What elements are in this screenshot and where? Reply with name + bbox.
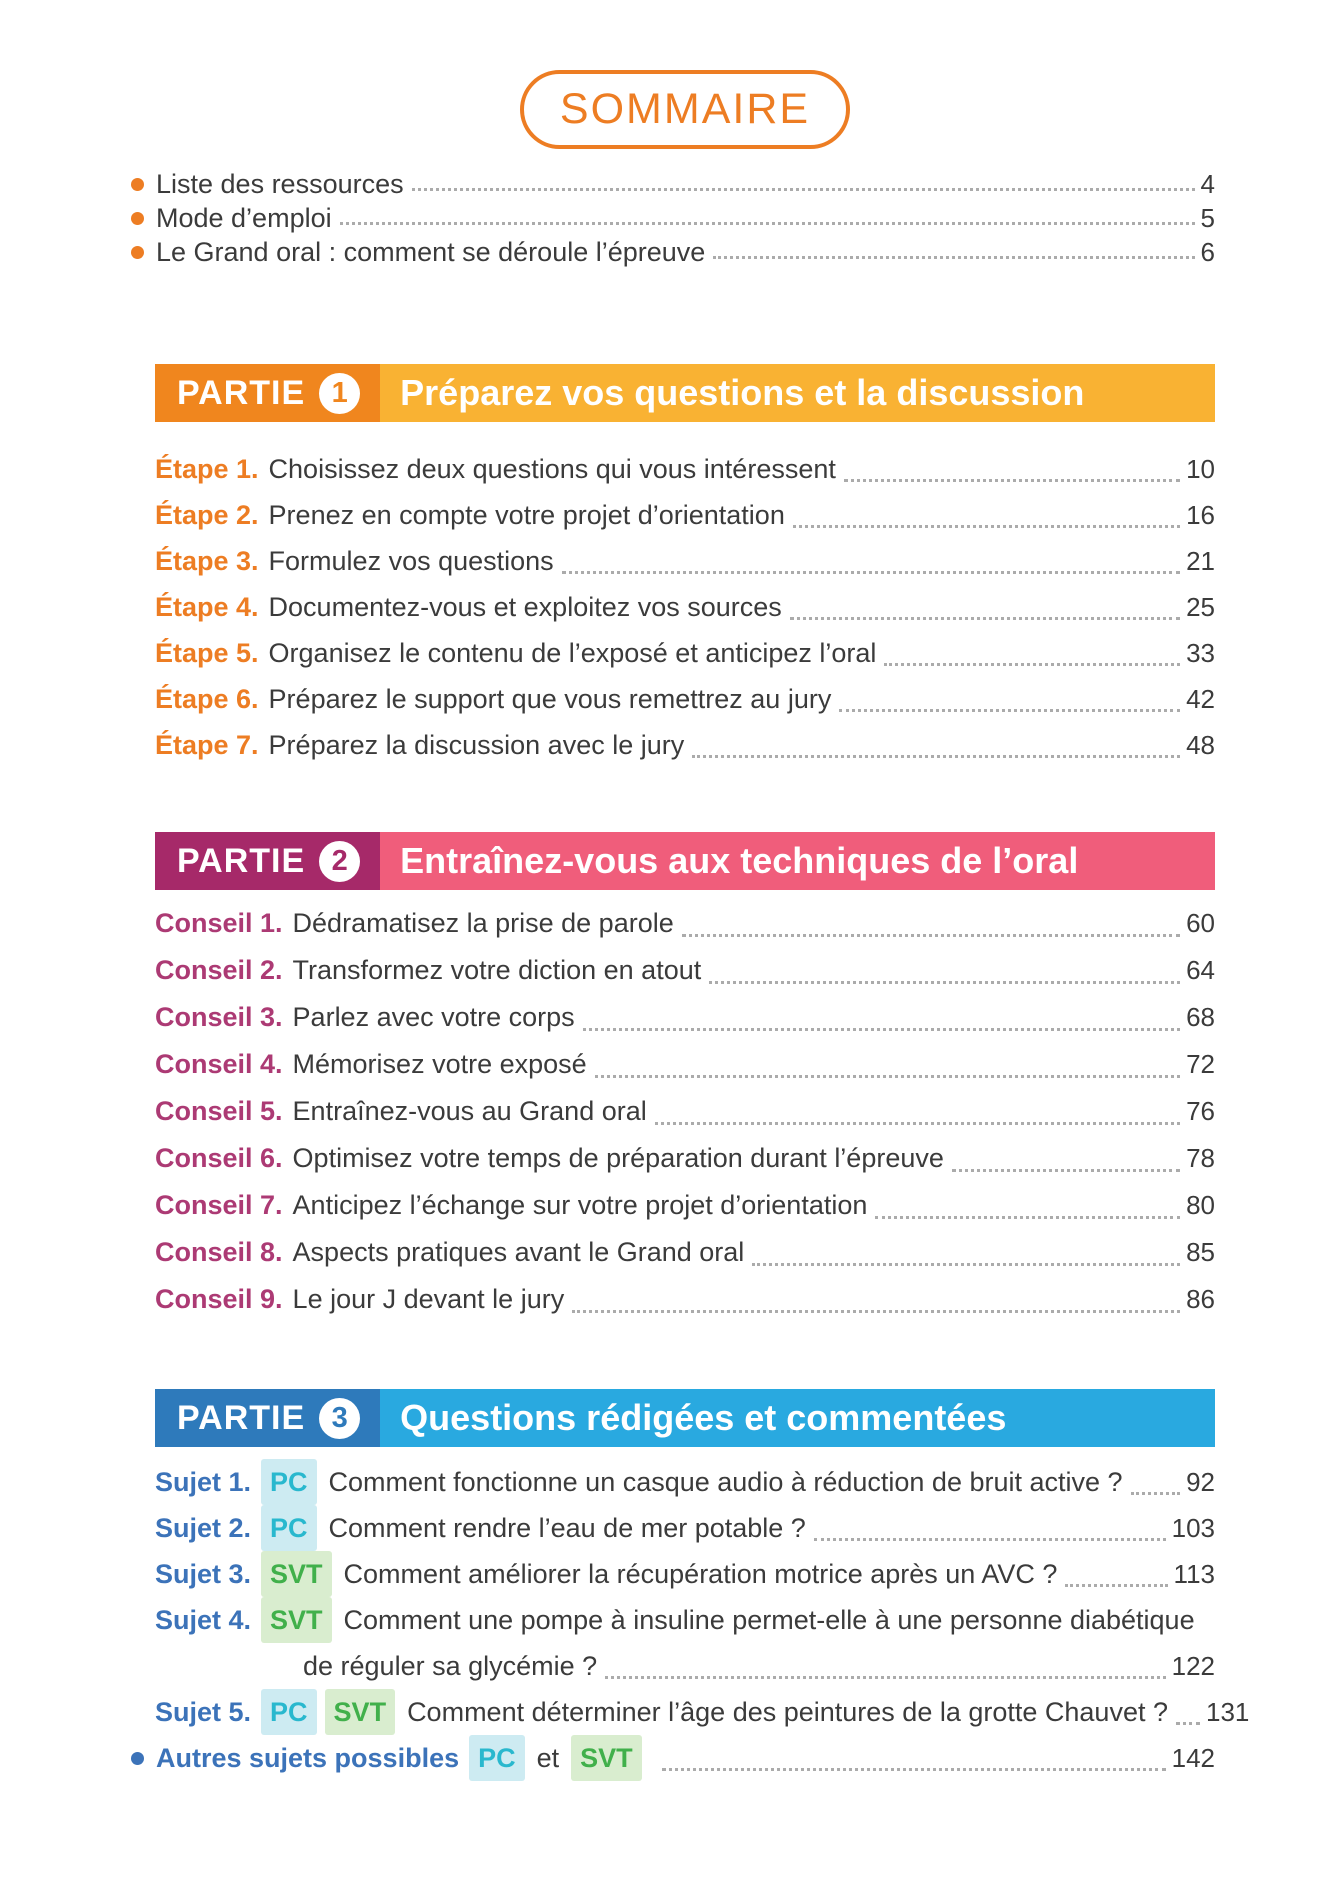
bullet-icon bbox=[131, 212, 144, 225]
dot-leader bbox=[595, 1075, 1180, 1078]
toc-row bbox=[155, 1182, 1215, 1229]
partie-number-badge: 3 bbox=[319, 1398, 360, 1439]
partie-3-banner-left bbox=[155, 1389, 380, 1447]
item-label: Étape 1. bbox=[155, 454, 259, 484]
page-number: 103 bbox=[1171, 1513, 1215, 1543]
partie-label: PARTIE bbox=[177, 841, 306, 880]
item-label: Conseil 3. bbox=[155, 1002, 283, 1032]
badge-svt: SVT bbox=[325, 1689, 396, 1735]
toc-row bbox=[155, 900, 1215, 947]
toc-row bbox=[155, 1276, 1215, 1323]
partie-number-badge: 2 bbox=[319, 841, 360, 882]
item-title: Le Grand oral : comment se déroule l’épreuve bbox=[156, 237, 706, 267]
dot-leader bbox=[793, 525, 1180, 528]
item-label: Conseil 8. bbox=[155, 1237, 283, 1267]
page-number: 113 bbox=[1173, 1559, 1215, 1589]
item-label: Autres sujets possibles bbox=[156, 1743, 460, 1773]
page-title: SOMMAIRE bbox=[520, 70, 850, 149]
page-number: 25 bbox=[1186, 592, 1215, 622]
toc-row-autres bbox=[155, 1735, 1215, 1781]
toc-row bbox=[155, 1505, 1215, 1551]
item-label: Conseil 1. bbox=[155, 908, 283, 938]
badge-pc: PC bbox=[261, 1459, 317, 1505]
item-title: Optimisez votre temps de préparation durant l’épreuve bbox=[292, 1143, 944, 1173]
toc-row bbox=[155, 167, 1215, 201]
bullet-icon bbox=[131, 1752, 144, 1765]
dot-leader bbox=[952, 1169, 1180, 1172]
connector-text: et bbox=[536, 1743, 560, 1773]
page-number: 5 bbox=[1200, 203, 1215, 233]
item-title: Prenez en compte votre projet d’orientation bbox=[268, 500, 785, 530]
item-title: Comment déterminer l’âge des peintures de la grotte Chauvet ? bbox=[407, 1697, 1168, 1727]
toc-row bbox=[155, 994, 1215, 1041]
toc-row bbox=[155, 1088, 1215, 1135]
partie-label: PARTIE bbox=[177, 1398, 306, 1437]
item-label: Conseil 5. bbox=[155, 1096, 283, 1126]
toc-row bbox=[155, 947, 1215, 994]
item-label: Étape 4. bbox=[155, 592, 259, 622]
toc-row bbox=[155, 201, 1215, 235]
page-number: 64 bbox=[1186, 955, 1215, 985]
badge-pc: PC bbox=[261, 1689, 317, 1735]
page-number: 80 bbox=[1186, 1190, 1215, 1220]
item-title: Liste des ressources bbox=[156, 169, 404, 199]
dot-leader bbox=[875, 1216, 1180, 1219]
dot-leader bbox=[583, 1028, 1180, 1031]
page-number: 142 bbox=[1171, 1743, 1215, 1773]
dot-leader bbox=[655, 1122, 1180, 1125]
item-label: Étape 2. bbox=[155, 500, 259, 530]
page-number: 42 bbox=[1186, 684, 1215, 714]
item-label: Étape 7. bbox=[155, 730, 259, 760]
badge-pc: PC bbox=[261, 1505, 317, 1551]
dot-leader bbox=[1131, 1492, 1181, 1495]
page-number: 4 bbox=[1200, 169, 1215, 199]
sujets-list bbox=[155, 1459, 1250, 1781]
item-title: Aspects pratiques avant le Grand oral bbox=[292, 1237, 745, 1267]
page-number: 92 bbox=[1186, 1467, 1215, 1497]
page-number: 60 bbox=[1186, 908, 1215, 938]
item-title: Mémorisez votre exposé bbox=[292, 1049, 587, 1079]
item-title: Organisez le contenu de l’exposé et anticipez l’oral bbox=[268, 638, 877, 668]
toc-row bbox=[155, 1135, 1215, 1182]
page-number: 68 bbox=[1186, 1002, 1215, 1032]
badge-svt: SVT bbox=[261, 1551, 332, 1597]
badge-svt: SVT bbox=[261, 1597, 332, 1643]
partie-label: PARTIE bbox=[177, 373, 306, 412]
item-title-line2: de réguler sa glycémie ? bbox=[303, 1651, 598, 1681]
dot-leader bbox=[814, 1538, 1166, 1541]
page-number: 48 bbox=[1186, 730, 1215, 760]
page-number: 131 bbox=[1205, 1697, 1250, 1727]
item-label: Conseil 2. bbox=[155, 955, 283, 985]
dot-leader bbox=[1176, 1722, 1200, 1725]
intro-list bbox=[155, 167, 1215, 269]
toc-row bbox=[155, 1229, 1215, 1276]
toc-row bbox=[155, 235, 1215, 269]
toc-row bbox=[155, 1551, 1215, 1597]
page-number: 76 bbox=[1186, 1096, 1215, 1126]
item-title: Comment une pompe à insuline permet-elle à une personne diabétique bbox=[343, 1605, 1195, 1635]
item-label: Sujet 4. bbox=[155, 1605, 252, 1635]
dot-leader bbox=[752, 1263, 1180, 1266]
dot-leader bbox=[1065, 1584, 1167, 1587]
page-number: 122 bbox=[1171, 1651, 1215, 1681]
item-label: Étape 3. bbox=[155, 546, 259, 576]
page-number: 21 bbox=[1186, 546, 1215, 576]
page-number: 72 bbox=[1186, 1049, 1215, 1079]
badge-pc: PC bbox=[469, 1735, 525, 1781]
conseils-list bbox=[155, 900, 1215, 1323]
item-title: Préparez la discussion avec le jury bbox=[268, 730, 685, 760]
toc-row bbox=[155, 1041, 1215, 1088]
toc-row-continuation bbox=[155, 1643, 1215, 1689]
item-title: Le jour J devant le jury bbox=[292, 1284, 565, 1314]
item-title: Documentez-vous et exploitez vos sources bbox=[268, 592, 782, 622]
dot-leader bbox=[790, 617, 1180, 620]
item-title: Préparez le support que vous remettrez au jury bbox=[268, 684, 832, 714]
item-title: Formulez vos questions bbox=[268, 546, 554, 576]
dot-leader bbox=[572, 1310, 1180, 1313]
item-title: Comment fonctionne un casque audio à réduction de bruit active ? bbox=[328, 1467, 1123, 1497]
item-title: Dédramatisez la prise de parole bbox=[292, 908, 674, 938]
dot-leader bbox=[340, 222, 1195, 225]
toc-row bbox=[155, 1689, 1250, 1735]
partie-2-banner bbox=[155, 832, 1215, 890]
dot-leader bbox=[709, 981, 1180, 984]
dot-leader bbox=[839, 709, 1180, 712]
item-label: Conseil 4. bbox=[155, 1049, 283, 1079]
page-number: 78 bbox=[1186, 1143, 1215, 1173]
item-label: Étape 6. bbox=[155, 684, 259, 714]
item-label: Sujet 1. bbox=[155, 1467, 252, 1497]
dot-leader bbox=[682, 934, 1180, 937]
badge-svt: SVT bbox=[571, 1735, 642, 1781]
page-number: 85 bbox=[1186, 1237, 1215, 1267]
item-label: Conseil 9. bbox=[155, 1284, 283, 1314]
dot-leader bbox=[692, 755, 1180, 758]
item-label: Conseil 7. bbox=[155, 1190, 283, 1220]
partie-2-banner-left bbox=[155, 832, 380, 890]
partie-1-title: Préparez vos questions et la discussion bbox=[380, 364, 1215, 422]
item-title: Transformez votre diction en atout bbox=[292, 955, 702, 985]
toc-row bbox=[155, 676, 1215, 722]
toc-row bbox=[155, 584, 1215, 630]
item-title: Comment rendre l’eau de mer potable ? bbox=[328, 1513, 806, 1543]
toc-row bbox=[155, 1597, 1215, 1643]
dot-leader bbox=[844, 479, 1180, 482]
dot-leader bbox=[884, 663, 1180, 666]
item-title: Mode d’emploi bbox=[156, 203, 332, 233]
toc-row bbox=[155, 538, 1215, 584]
item-title: Parlez avec votre corps bbox=[292, 1002, 575, 1032]
item-title: Entraînez-vous au Grand oral bbox=[292, 1096, 647, 1126]
item-label: Sujet 2. bbox=[155, 1513, 252, 1543]
toc-row bbox=[155, 492, 1215, 538]
dot-leader bbox=[662, 1768, 1166, 1771]
toc-row bbox=[155, 630, 1215, 676]
item-label: Conseil 6. bbox=[155, 1143, 283, 1173]
partie-2-title: Entraînez-vous aux techniques de l’oral bbox=[380, 832, 1215, 890]
partie-1-banner bbox=[155, 364, 1215, 422]
page-number: 6 bbox=[1200, 237, 1215, 267]
dot-leader bbox=[605, 1676, 1165, 1679]
etapes-list bbox=[155, 446, 1215, 768]
bullet-icon bbox=[131, 246, 144, 259]
page-number: 86 bbox=[1186, 1284, 1215, 1314]
partie-3-title: Questions rédigées et commentées bbox=[380, 1389, 1215, 1447]
item-label: Étape 5. bbox=[155, 638, 259, 668]
partie-3-banner bbox=[155, 1389, 1215, 1447]
toc-row bbox=[155, 446, 1215, 492]
partie-number-badge: 1 bbox=[319, 373, 360, 414]
dot-leader bbox=[713, 256, 1194, 259]
page-number: 10 bbox=[1186, 454, 1215, 484]
item-label: Sujet 5. bbox=[155, 1697, 252, 1727]
page-number: 16 bbox=[1186, 500, 1215, 530]
partie-1-banner-left bbox=[155, 364, 380, 422]
toc-row bbox=[155, 722, 1215, 768]
item-title: Comment améliorer la récupération motrice après un AVC ? bbox=[343, 1559, 1058, 1589]
bullet-icon bbox=[131, 178, 144, 191]
item-title: Choisissez deux questions qui vous intéressent bbox=[268, 454, 836, 484]
toc-row bbox=[155, 1459, 1215, 1505]
item-label: Sujet 3. bbox=[155, 1559, 252, 1589]
dot-leader bbox=[412, 188, 1195, 191]
item-title: Anticipez l’échange sur votre projet d’orientation bbox=[292, 1190, 868, 1220]
page-number: 33 bbox=[1186, 638, 1215, 668]
dot-leader bbox=[562, 571, 1180, 574]
